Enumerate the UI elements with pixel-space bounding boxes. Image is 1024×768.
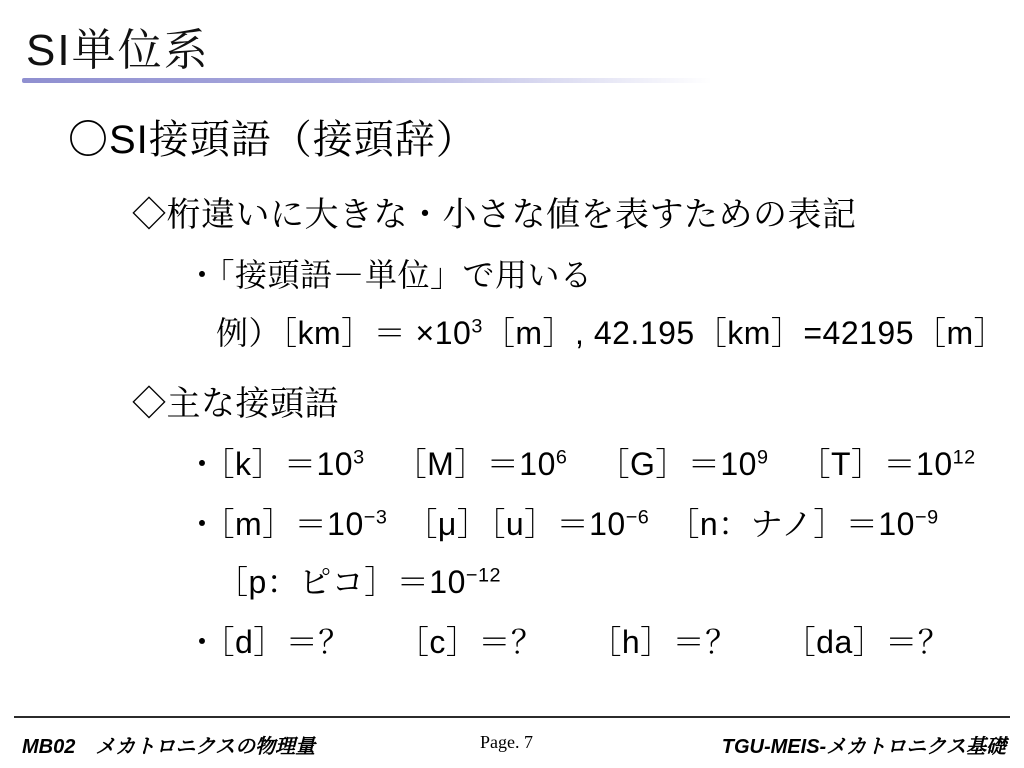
prefix-micro-exponent: −6 [625, 506, 650, 529]
footer-page-number: Page. 7 [480, 732, 533, 752]
prefix-d-question: ・［d］＝？ [186, 624, 351, 660]
footer-series-label: TGU-MEIS-メカトロニクス基礎 [721, 736, 1006, 758]
footer-divider [14, 716, 1010, 718]
example-text-part2: ［m］, 42.195［km］=42195［m］ [482, 315, 1007, 351]
prefix-h-question: ［h］＝？ [589, 624, 738, 660]
line-prefix-usage: ・「接頭語－単位」で用いる [186, 257, 593, 293]
line-prefix-example [216, 308, 1024, 354]
prefix-micro-label: ［μ］［u］＝10 [405, 506, 626, 542]
prefix-p-label: ［p：ピコ］＝10 [216, 564, 466, 600]
line-prefixes-positive [186, 439, 1024, 485]
prefix-n-exponent: −9 [914, 506, 939, 529]
page-title: SI単位系 [26, 26, 210, 75]
slide-body [0, 108, 1024, 663]
prefix-da-question: ［da］＝？ [783, 624, 951, 660]
bullet-prefix-notation: ◇桁違いに大きな・小さな値を表すための表記 [132, 196, 857, 234]
line-prefixes-negative [186, 499, 1024, 545]
line-prefixes-question [186, 617, 1024, 663]
footer-course-label: MB02 メカトロニクスの物理量 [22, 736, 316, 758]
prefix-G-label: ［G］＝10 [597, 446, 757, 482]
prefix-p-exponent: −12 [465, 564, 502, 587]
prefix-k-label: ・［k］＝10 [186, 446, 354, 482]
title-underline [22, 78, 712, 83]
example-exponent-1: 3 [471, 315, 483, 338]
line-prefix-pico [216, 557, 1024, 603]
prefix-m-label: ・［m］＝10 [186, 506, 364, 542]
prefix-T-label: ［T］＝10 [798, 446, 953, 482]
slide-footer [0, 724, 1024, 764]
prefix-G-exponent: 9 [756, 446, 769, 469]
example-text-part1: 例）［km］＝ ×10 [216, 315, 472, 351]
prefix-c-question: ［c］＝？ [396, 624, 544, 660]
prefix-M-exponent: 6 [555, 446, 568, 469]
prefix-k-exponent: 3 [353, 446, 365, 469]
prefix-n-label: ［n：ナノ］＝10 [667, 506, 915, 542]
section-heading: 〇SI接頭語（接頭辞） [68, 118, 477, 162]
prefix-m-exponent: −3 [363, 506, 388, 529]
prefix-T-exponent: 12 [952, 446, 976, 469]
prefix-M-label: ［M］＝10 [394, 446, 556, 482]
bullet-main-prefixes: ◇主な接頭語 [132, 385, 339, 423]
